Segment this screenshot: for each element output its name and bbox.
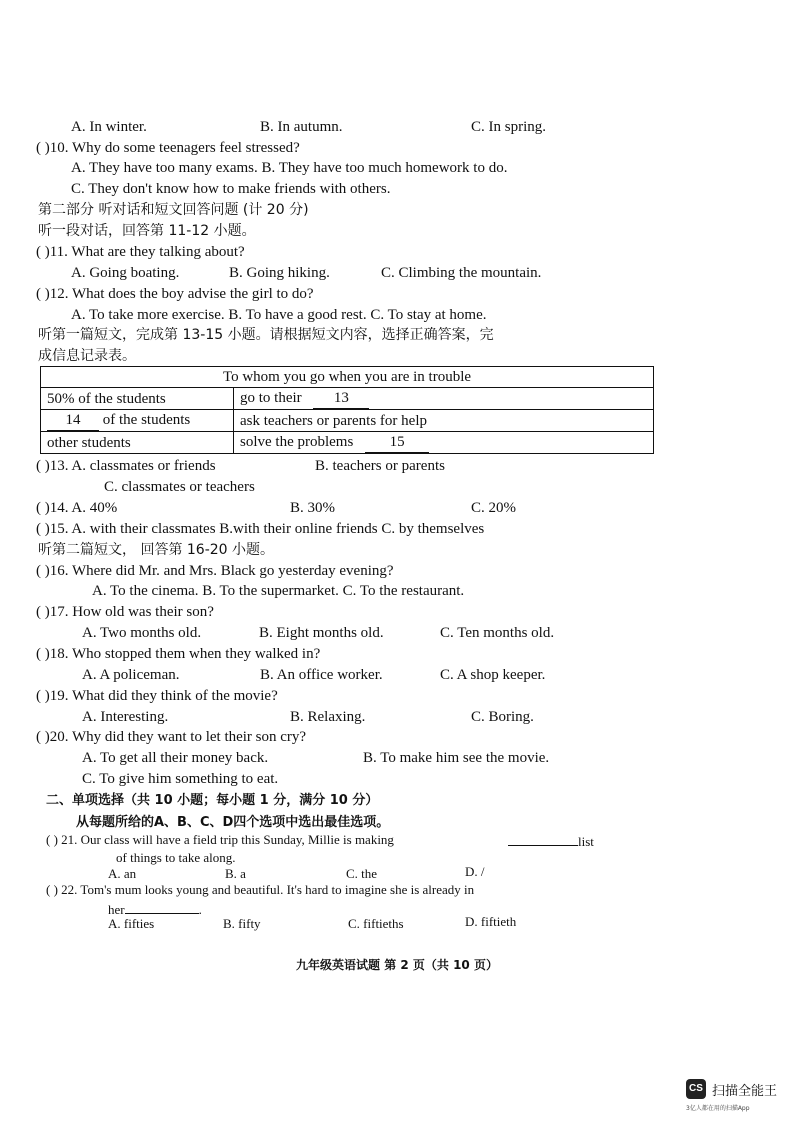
q14-option-b: B. 30% <box>290 500 335 516</box>
q21-continuation: of things to take along. <box>116 850 236 865</box>
q21-stem: ( ) 21. Our class will have a field trip this Sunday, Millie is making <box>46 832 394 847</box>
table-title: To whom you go when you are in trouble <box>41 367 654 388</box>
blank-13[interactable]: 13 <box>313 388 369 409</box>
q12-options: A. To take more exercise. B. To have a good rest. C. To stay at home. <box>71 307 487 323</box>
q22-tail: . <box>198 902 202 917</box>
q14-option-c: C. 20% <box>471 500 516 516</box>
q19-option-c: C. Boring. <box>471 709 534 725</box>
q17-option-a: A. Two months old. <box>82 625 202 641</box>
table-row3-right-text: solve the problems <box>240 434 354 450</box>
table-row1-right <box>234 388 654 410</box>
q21-option-b: B. a <box>225 866 246 881</box>
page-footer: 九年级英语试题 第 2 页（共 10 页） <box>296 958 498 972</box>
q22-option-c: C. fiftieths <box>348 916 404 931</box>
passage2-intro: 听第二篇短文， 回答第 16-20 小题。 <box>38 542 275 558</box>
q19-option-b: B. Relaxing. <box>290 709 366 725</box>
q18-option-a: A. A policeman. <box>82 667 180 683</box>
passage1-intro-line2: 成信息记录表。 <box>38 348 136 364</box>
q21-option-c: C. the <box>346 866 378 881</box>
q22-option-d: D. fiftieth <box>465 914 517 929</box>
part2-title: 第二部分 听对话和短文回答问题 (计 20 分) <box>38 202 309 218</box>
q22-option-a: A. fifties <box>108 916 155 931</box>
q17-stem: ( )17. How old was their son? <box>36 604 214 620</box>
q10-stem: ( )10. Why do some teenagers feel stressed? <box>36 140 300 156</box>
q11-stem: ( )11. What are they talking about? <box>36 244 245 260</box>
q21-option-a: A. an <box>108 866 137 881</box>
table-row2-left-text: of the students <box>102 412 191 428</box>
q9-option-b: B. In autumn. <box>260 119 343 135</box>
q22-blank[interactable] <box>125 900 199 914</box>
q11-option-a: A. Going boating. <box>71 265 180 281</box>
q18-option-c: C. A shop keeper. <box>440 667 546 683</box>
q19-stem: ( )19. What did they think of the movie? <box>36 688 278 704</box>
passage1-intro-line1: 听第一篇短文，完成第 13-15 小题。请根据短文内容，选择正确答案，完 <box>38 327 494 343</box>
q16-stem: ( )16. Where did Mr. and Mrs. Black go yesterday evening? <box>36 563 394 579</box>
q9-option-a: A. In winter. <box>71 119 147 135</box>
q22-stem: ( ) 22. Tom's mum looks young and beautiful. It's hard to imagine she is already in <box>46 882 475 897</box>
q21-blank-line <box>508 832 594 850</box>
q14-stem: ( )14. A. 40% <box>36 500 118 516</box>
dialogue-intro: 听一段对话，回答第 11-12 小题。 <box>38 223 256 239</box>
table-row1-left: 50% of the students <box>41 388 234 410</box>
q10-options-line2: C. They don't know how to make friends with others. <box>71 181 391 197</box>
table-row1-right-text: go to their <box>240 390 302 406</box>
q20-option-c: C. To give him something to eat. <box>82 771 279 787</box>
table-row2-right: ask teachers or parents for help <box>234 410 654 432</box>
q15-stem: ( )15. A. with their classmates B.with their online friends C. by themselves <box>36 521 485 537</box>
watermark-tagline: 3亿人都在用的扫描App <box>686 1105 750 1112</box>
info-record-table <box>40 366 654 454</box>
q21-option-d: D. / <box>465 864 485 879</box>
q20-option-a: A. To get all their money back. <box>82 750 269 766</box>
q13-stem: ( )13. A. classmates or friends <box>36 458 216 474</box>
section2-title: 二、单项选择（共 10 小题；每小题 1 分，满分 10 分） <box>46 793 379 808</box>
table-row3-left: other students <box>41 432 234 454</box>
q10-options-line1: A. They have too many exams. B. They have too much homework to do. <box>71 160 508 176</box>
table-row2-left <box>41 410 234 432</box>
q22-option-b: B. fifty <box>223 916 261 931</box>
q21-blank[interactable] <box>508 832 578 846</box>
section2-instruction: 从每题所给的A、B、C、D四个选项中选出最佳选项。 <box>76 815 390 830</box>
table-row3-right <box>234 432 654 454</box>
q11-option-b: B. Going hiking. <box>229 265 330 281</box>
q19-option-a: A. Interesting. <box>82 709 169 725</box>
blank-14[interactable]: 14 <box>47 410 99 431</box>
q12-stem: ( )12. What does the boy advise the girl to do? <box>36 286 314 302</box>
watermark-app-name: 扫描全能王 <box>712 1084 778 1099</box>
q13-option-b: B. teachers or parents <box>315 458 445 474</box>
q18-stem: ( )18. Who stopped them when they walked in? <box>36 646 321 662</box>
q11-option-c: C. Climbing the mountain. <box>381 265 542 281</box>
q13-option-c: C. classmates or teachers <box>104 479 255 495</box>
q22-continuation: her <box>108 902 125 917</box>
q17-option-b: B. Eight months old. <box>259 625 384 641</box>
q16-options: A. To the cinema. B. To the supermarket. C. To the restaurant. <box>92 583 465 599</box>
q18-option-b: B. An office worker. <box>260 667 383 683</box>
q9-option-c: C. In spring. <box>471 119 546 135</box>
q21-tail: list <box>578 834 594 849</box>
q20-stem: ( )20. Why did they want to let their son cry? <box>36 729 307 745</box>
blank-15[interactable]: 15 <box>365 432 429 453</box>
cs-logo-icon: CS <box>686 1079 706 1099</box>
q20-option-b: B. To make him see the movie. <box>363 750 550 766</box>
q17-option-c: C. Ten months old. <box>440 625 555 641</box>
